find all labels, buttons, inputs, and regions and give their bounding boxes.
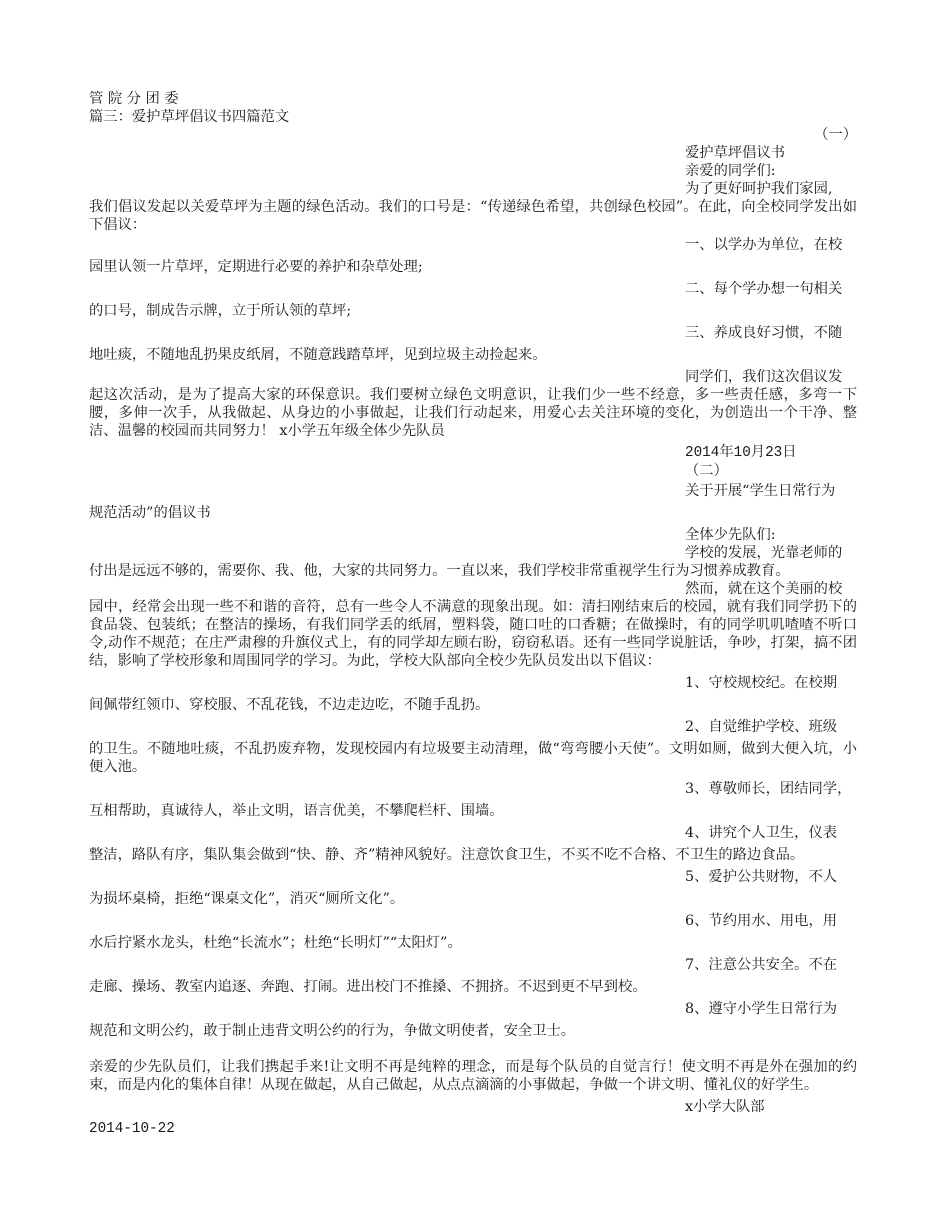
letter2-date: 2014-10-22 <box>89 1121 175 1137</box>
letter2-closing: 亲爱的少先队员们，让我们携起手来!让文明不再是纯粹的理念，而是每个队员的自觉言行！使文明不再是外在强加的约束，而是内化的集体自律！从现在做起，从自己做起，从点点滴滴的小事做起，争做一个讲文明、懂礼仪的好学生。 <box>89 1059 857 1093</box>
letter1-number: （一） <box>814 127 857 143</box>
letter1-salutation: 亲爱的同学们: <box>685 163 776 179</box>
letter2-item5-start: 5、爱护公共财物，不人 <box>685 869 838 885</box>
letter2-item4-start: 4、讲究个人卫生，仪表 <box>685 825 838 841</box>
letter2-item8-start: 8、遵守小学生日常行为 <box>685 1001 838 1017</box>
letter2-item3-start: 3、尊敬师长，团结同学， <box>685 781 852 797</box>
letter2-signature: x小学大队部 <box>685 1099 765 1115</box>
letter1-item2-rest: 的口号，制成告示牌，立于所认领的草坪; <box>89 303 352 319</box>
document-page <box>89 90 857 1138</box>
letter2-item2-start: 2、自觉维护学校、班级 <box>685 719 838 735</box>
letter2-title-rest: 规范活动”的倡议书 <box>89 505 211 521</box>
letter2-p1-rest: 付出是远远不够的，需要你、我、他，大家的共同努力。一直以来，我们学校非常重视学生行为习惯养成教育。 <box>89 563 790 579</box>
letter1-item3-start: 三、养成良好习惯，不随 <box>685 325 843 341</box>
letter1-intro-rest: 我们倡议发起以关爱草坪为主题的绿色活动。我们的口号是：“传递绿色希望，共创绿色校园”。在此，向全校同学发出如下倡议： <box>89 199 857 233</box>
letter1-closing-start: 同学们，我们这次倡议发 <box>685 369 843 385</box>
letter2-item5-rest: 为损坏桌椅，拒绝“课桌文化”，消灭“厕所文化”。 <box>89 891 405 907</box>
letter2-item1-start: 1、守校规校纪。在校期 <box>685 675 838 691</box>
letter2-item7-rest: 走廊、操场、教室内追逐、奔跑、打闹。进出校门不推搡、不拥挤。不迟到更不早到校。 <box>89 979 647 995</box>
letter1-item1-rest: 园里认领一片草坪，定期进行必要的养护和杂草处理; <box>89 259 423 275</box>
letter2-title-start: 关于开展“学生日常行为 <box>685 483 836 499</box>
letter2-salutation: 全体少先队们: <box>685 527 776 543</box>
letter2-item6-rest: 水后拧紧水龙头，杜绝“长流水”；杜绝“长明灯”“太阳灯”。 <box>89 935 462 951</box>
letter1-item3-rest: 地吐痰，不随地乱扔果皮纸屑，不随意践踏草坪，见到垃圾主动捡起来。 <box>89 347 547 363</box>
letter2-item6-start: 6、节约用水、用电，用 <box>685 913 838 929</box>
section-title: 篇三：爱护草坪倡议书四篇范文 <box>89 109 290 125</box>
letter2-item3-rest: 互相帮助，真诚待人，举止文明，语言优美，不攀爬栏杆、围墙。 <box>89 803 504 819</box>
letter2-item2-rest: 的卫生。不随地吐痰，不乱扔废弃物，发现校园内有垃圾要主动清理，做“弯弯腰小天使”。文明如厕，做到大便入坑，小便入池。 <box>89 741 857 775</box>
letter1-item2-start: 二、每个学办想一句相关 <box>685 281 843 297</box>
letter2-item7-start: 7、注意公共安全。不在 <box>685 957 838 973</box>
letter2-item1-rest: 间佩带红领巾、穿校服、不乱花钱，不边走边吃，不随手乱扔。 <box>89 697 490 713</box>
letter2-item4-rest: 整洁，路队有序，集队集会做到“快、静、齐”精神风貌好。注意饮食卫生，不买不吃不合格、不卫生的路边食品。 <box>89 847 805 863</box>
letter2-p1-start: 学校的发展，光靠老师的 <box>685 545 843 561</box>
letter1-date: 2014年10月23日 <box>685 445 797 461</box>
letter1-intro-start: 为了更好呵护我们家园, <box>685 181 833 197</box>
letter2-p2-rest: 园中，经常会出现一些不和谐的音符，总有一些令人不满意的现象出现。如：清扫刚结束后的校园，就有我们同学扔下的食品袋、包装纸；在整洁的操场，有我们同学丢的纸屑，塑料袋，随口吐的口香糖；在做操时，有的同学叽叽喳喳不听口令,动作不规范；在庄严肃穆的升旗仪式上，有的同学却左顾右盼，窃窃私语。还有一些同学说脏话，争吵，打架，搞不团结，影响了学校形象和周围同学的学习。为此，学校大队部向全校少先队员发出以下倡议： <box>89 599 857 669</box>
org-name: 管 院 分 团 委 <box>89 91 179 107</box>
letter1-closing-rest: 起这次活动，是为了提高大家的环保意识。我们要树立绿色文明意识，让我们少一些不经意，多一些责任感，多弯一下腰，多伸一次手，从我做起、从身边的小事做起，让我们行动起来，用爱心去关注环境的变化，为创造出一个干净、整洁、温馨的校园而共同努力！ x小学五年级全体少先队员 <box>89 387 857 439</box>
letter2-p2-start: 然而，就在这个美丽的校 <box>685 581 843 597</box>
letter1-item1-start: 一、以学办为单位，在校 <box>685 237 843 253</box>
letter2-number: （二） <box>685 463 728 479</box>
letter1-title: 爱护草坪倡议书 <box>685 145 786 161</box>
letter2-item8-rest: 规范和文明公约，敢于制止违背文明公约的行为，争做文明使者，安全卫士。 <box>89 1023 576 1039</box>
